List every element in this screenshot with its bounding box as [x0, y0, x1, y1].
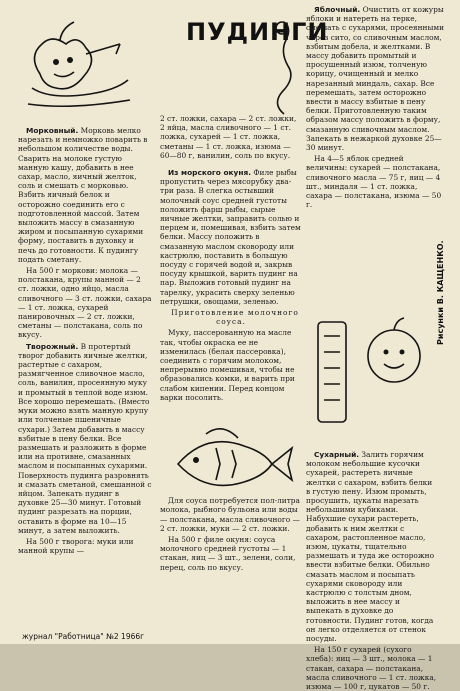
fish-illustration [166, 418, 298, 504]
page-title: ПУДИНГИ [186, 18, 329, 46]
curd-text: В протертый творог добавить яичные желтки, растертые с сахаром, размягченное сливочное масло, соль, ванилин, просеянную муку и промытый в теплой воде изюм. Все хорошо перемешать. (Вместо муки можно взять манную крупу или толченые пшеничные сухари.) Затем добавить в массу взбитые в пену белки. Все размешать и разложить в форме или на противне, смазанных маслом и посыпанных сухарями. Поверхность пудинга разровнять и смазать сметаной, смешанной с яйцом. Запекать пудинг в духовке 25—30 минут. Готовый пудинг разрезать на порции, оставить в форме на 10—15 минут, а затем выложить. [18, 341, 152, 535]
rusk-text: Залить горячим молоком небольшие кусочки сухарей, растереть яичные желтки с сахаром, взбить белки в густую пену. Изюм промыть, просушить, цукаты нарезать небольшими кубиками. Набухшие сухари растереть, добавить к ним желтки с сахаром, растопленное масло, изюм, цукаты, тщательно размешать и туда же осторожно ввести взбитые белки. Обильно смазать маслом и посыпать сухарями сковороду или кастрюлю с толстым дном, выложить в нее массу и выпекать в духовке до готовности. Пудинг готов, когда он легко отделяется от стенок посуды. [306, 450, 435, 644]
dancer-illustration [262, 14, 306, 118]
sauce-text: Муку, пассерованную на масле так, чтобы окраска ее не изменилась (белая пассеровка), соединить с горячим молоком, непрерывно помешивая, чтобы не образовались комки, и варить при слабом кипении. Перед концом варки посолить. [160, 328, 295, 402]
apple-ingredients: На 4—5 яблок средней величины: сухарей — полстакана, сливочного масла — 75 г, яиц — 4 шт., миндаля — 1 ст. ложка, сахара — полстакана, изюма — 50 г. [306, 154, 442, 210]
carrot-text: Морковь мелко нарезать и немножко поварить в небольшом количестве воды. Сварить на молоке густую манную кашу, добавить в нее сахар, масло, яичный желток, соль и смешать с морковью. Взбить яичный белок и осторожно соединить его с подготовленной массой. Затем выложить массу в смазанную жиром и посыпанную сухарями форму, поставить в духовку и печь до готовности. К пудингу подать сметану. [18, 126, 148, 264]
rusk-heading: Сухарный. [314, 450, 360, 459]
sauce-heading: Приготовление молочного соуса. [171, 308, 299, 327]
curd-recipe [18, 342, 152, 535]
apple-illustration [358, 316, 434, 390]
apple-text: Очистить от кожуры яблоки и натереть на терке, смешать с сухарями, просеянными через сито, со сливочным маслом, взбитым добела, и желтками. В массу добавить промытый и просушенный изюм, толченую корицу, очищенный и мелко нарезанный миндаль, сахар. Все перемешать, затем осторожно ввести в массу взбитые в пену белки. Приготовленную таким образом массу положить в форму, смазанную сливочным маслом. Запекать в нежаркой духовке 25—30 минут. [306, 5, 445, 153]
carrot-recipe [18, 126, 152, 264]
sauce-ingredients: Для соуса потребуется пол-литра молока, рыбного бульона или воды — полстакана, масла сливочного — 2 ст. ложки, муки — 2 ст. ложки. [160, 496, 300, 533]
rusk-recipe [306, 450, 438, 643]
perch-text: Филе рыбы пропустить через мясорубку два-три раза. В слегка остывший молочный соус средней густоты положить фарш рыбы, сырые яичные желтки, заправить солью и перцем и, помешивая, взбить затем белки. Массу положить в смазанную маслом сковороду или кастрюлю, поставить в большую посуду с горячей водой и, закрыв посуду крышкой, варить пудинг на пар. Выложив готовый пудинг на тарелку, украсить сверху зеленью петрушки, овощами, зеленью. [160, 168, 301, 306]
illustration-credit: Рисунки В. КАЩЕНКО. [436, 240, 445, 345]
curd-heading: Творожный. [26, 341, 79, 351]
perch-heading: Из морского окуня. [168, 168, 252, 178]
column-3 [306, 5, 444, 310]
perch-ingredients: На 500 г филе окуня: соуса молочного средней густоты — 1 стакан, яиц — 3 шт., зелени, соли, перец, соль по вкусу. [160, 534, 296, 572]
carrot-heading: Морковный. [26, 126, 79, 135]
perch-recipe [160, 168, 302, 306]
apple-heading: Яблочный. [314, 5, 361, 14]
column-1 [18, 126, 152, 626]
pepper-illustration [20, 14, 140, 110]
curd-ingredients: На 500 г творога: муки или манной крупы — [18, 536, 134, 556]
column-4 [306, 450, 438, 691]
apple-recipe [306, 5, 444, 152]
column-2 [160, 114, 302, 624]
source-caption: журнал "Работница" №2 1966г [22, 632, 145, 641]
curd-ingredients-continued: 2 ст. ложки, сахара — 2 ст. ложки, 2 яйца, масла сливочного — 1 ст. ложка, сухарей — 1 ст. ложка, сметаны — 1 ст. ложка, изюма — 60—80 г, ванилин, соль по вкусу. [160, 114, 297, 160]
grater-illustration [310, 312, 356, 432]
rusk-ingredients: На 150 г сухарей (сухого хлеба): яиц — 3 шт., молока — 1 стакан, сахара — полстакана, масла сливочного — 1 ст. ложка, изюма — 100 г, цукатов — 50 г. [306, 645, 437, 691]
carrot-ingredients: На 500 г моркови: молока — полстакана, крупы манной — 2 ст. ложки, одно яйцо, масла сливочного — 3 ст. ложки, сахара — 1 ст. ложка, сухарей панировочных — 2 ст. ложки, сметаны — полстакана, соль по вкусу. [18, 266, 152, 340]
